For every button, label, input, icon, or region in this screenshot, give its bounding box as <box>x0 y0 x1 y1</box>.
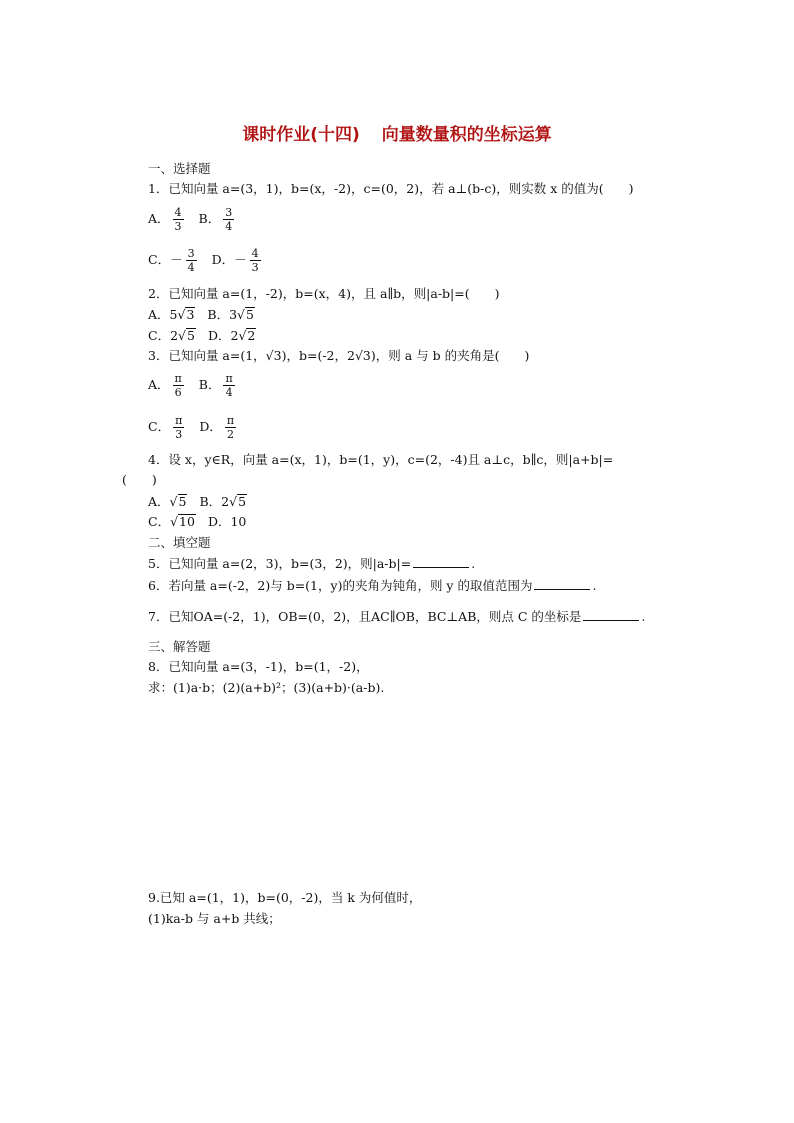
question-4-paren: ( ) <box>122 472 157 487</box>
question-2-stem: 2．已知向量 a=(1，-2)，b=(x，4)，且 a∥b，则|a-b|=( ) <box>148 286 500 301</box>
option-a-label: A． <box>148 211 170 226</box>
question-1-stem: 1．已知向量 a=(3，1)，b=(x，-2)，c=(0，2)，若 a⊥(b-c)，则实数 x 的值为( ) <box>148 181 634 196</box>
question-3-stem: 3．已知向量 a=(1，√3)，b=(-2，2√3)，则 a 与 b 的夹角是( ) <box>148 348 530 363</box>
question-8-stem: 8．已知向量 a=(3，-1)，b=(1，-2)， <box>148 659 369 674</box>
question-9-part-1: (1)ka-b 与 a+b 共线； <box>148 911 281 926</box>
question-2-options-ab: A．5√3 B．3√5 <box>148 307 254 322</box>
option-c-fraction: $\frac{3}{4}$ <box>187 247 195 274</box>
section-solve-heading: 三、解答题 <box>148 639 211 654</box>
answer-blank[interactable] <box>583 608 639 621</box>
question-4-stem: 4．设 x，y∈R，向量 a=(x，1)，b=(1，y)，c=(2，-4)且 a⊥c，b∥c，则|a+b|= <box>148 452 614 467</box>
section-choice-heading: 一、选择题 <box>148 161 211 176</box>
question-3-options-cd: C． $\frac{\pi}{3}$ D． $\frac{\pi}{2}$ <box>148 414 235 441</box>
option-b-fraction: $\frac{3}{4}$ <box>225 206 233 233</box>
answer-blank[interactable] <box>413 555 469 568</box>
question-8-ask: 求：(1)a·b；(2)(a+b)²；(3)(a+b)·(a-b). <box>148 680 385 695</box>
option-d-fraction: $\frac{4}{3}$ <box>251 247 259 274</box>
option-d-label: D． <box>211 252 235 267</box>
title-main: 课时作业(十四) <box>242 125 360 145</box>
question-7: 7．已知OA=(-2，1)，OB=(0，2)，且AC∥OB，BC⊥AB，则点 C 的坐标是 . <box>148 609 646 624</box>
question-1-options-cd: C．－ $\frac{3}{4}$ D．－ $\frac{4}{3}$ <box>148 247 259 274</box>
question-4-options-cd: C．√10 D．10 <box>148 514 247 529</box>
question-3-options-ab: A． $\frac{\pi}{6}$ B． $\frac{\pi}{4}$ <box>148 372 233 399</box>
title-sub: 向量数量积的坐标运算 <box>381 125 552 145</box>
question-5: 5．已知向量 a=(2，3)，b=(3，2)，则|a-b|= . <box>148 556 476 571</box>
question-1-options-ab <box>148 206 237 233</box>
question-4-options-ab: A．√5 B．2√5 <box>148 494 247 509</box>
page-title <box>0 120 794 145</box>
answer-blank[interactable] <box>534 577 590 590</box>
option-b-label: B． <box>198 211 221 226</box>
option-a-fraction: $\frac{4}{3}$ <box>174 206 182 233</box>
question-2-options-cd: C．2√5 D．2√2 <box>148 328 256 343</box>
question-9-stem: 9.已知 a=(1，1)，b=(0，-2)，当 k 为何值时， <box>148 890 422 905</box>
section-fill-heading: 二、填空题 <box>148 535 211 550</box>
question-6: 6．若向量 a=(-2，2)与 b=(1，y)的夹角为钝角，则 y 的取值范围为 . <box>148 578 597 593</box>
option-c-label: C． <box>148 252 171 267</box>
